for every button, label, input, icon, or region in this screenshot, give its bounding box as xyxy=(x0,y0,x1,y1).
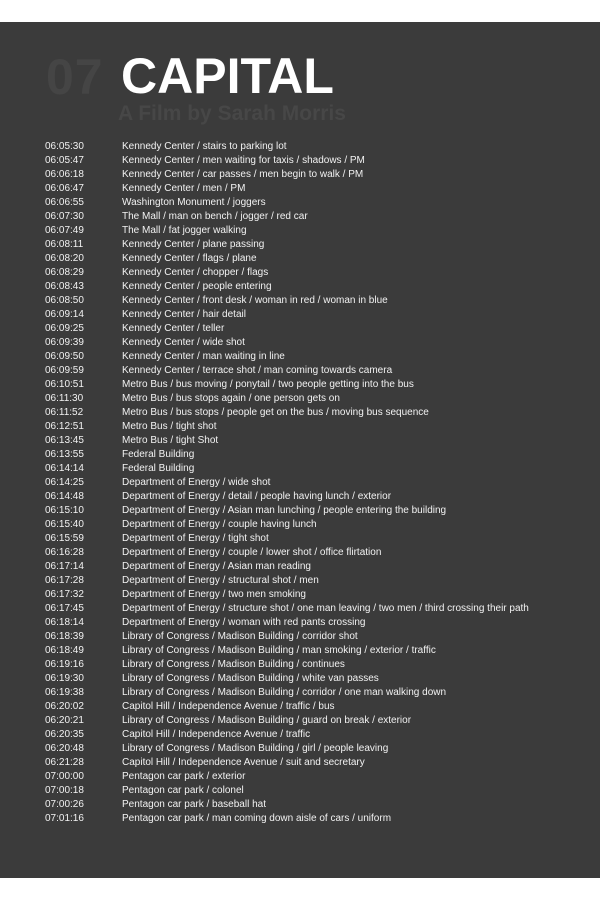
poster xyxy=(0,22,600,878)
shot-description: Capitol Hill / Independence Avenue / suit and secretary xyxy=(122,757,365,768)
shot-timecode: 06:14:25 xyxy=(45,477,84,488)
shot-description: Metro Bus / tight Shot xyxy=(122,435,219,446)
shot-description: Metro Bus / bus stops again / one person gets on xyxy=(122,393,340,404)
shot-timecode: 06:10:51 xyxy=(45,379,84,390)
shot-timecode: 06:14:14 xyxy=(45,463,84,474)
shot-description: Department of Energy / tight shot xyxy=(122,533,269,544)
shot-description: Federal Building xyxy=(122,449,195,460)
shot-description: Pentagon car park / man coming down aisle of cars / uniform xyxy=(122,813,392,824)
film-subtitle: A Film by Sarah Morris xyxy=(118,102,346,125)
shot-timecode: 06:08:43 xyxy=(45,281,84,292)
shot-row xyxy=(45,420,590,434)
shot-timecode: 06:06:18 xyxy=(45,169,84,180)
shot-timecode: 06:07:49 xyxy=(45,225,84,236)
shot-description: Department of Energy / structural shot / men xyxy=(122,575,319,586)
shot-timecode: 06:18:39 xyxy=(45,631,84,642)
shot-description: Kennedy Center / hair detail xyxy=(122,309,246,320)
shot-description: Library of Congress / Madison Building / corridor / one man walking down xyxy=(122,687,447,698)
shot-timecode: 06:09:14 xyxy=(45,309,84,320)
shot-description: Library of Congress / Madison Building / continues xyxy=(122,659,345,670)
shot-timecode: 06:19:30 xyxy=(45,673,84,684)
shot-timecode: 06:18:49 xyxy=(45,645,84,656)
shot-description: Kennedy Center / plane passing xyxy=(122,239,265,250)
shot-description: Kennedy Center / people entering xyxy=(122,281,272,292)
shot-row xyxy=(45,770,590,784)
shot-description: Kennedy Center / man waiting in line xyxy=(122,351,285,362)
shot-timecode: 06:07:30 xyxy=(45,211,84,222)
shot-row xyxy=(45,658,590,672)
shot-description: Kennedy Center / terrace shot / man coming towards camera xyxy=(122,365,393,376)
shot-timecode: 06:09:59 xyxy=(45,365,84,376)
shot-row xyxy=(45,196,590,210)
shot-row xyxy=(45,672,590,686)
shot-timecode: 06:09:25 xyxy=(45,323,84,334)
shot-timecode: 06:15:40 xyxy=(45,519,84,530)
shot-description: Capitol Hill / Independence Avenue / traffic / bus xyxy=(122,701,335,712)
shot-row xyxy=(45,798,590,812)
shot-description: Kennedy Center / men / PM xyxy=(122,183,246,194)
shot-row xyxy=(45,518,590,532)
shot-description: Washington Monument / joggers xyxy=(122,197,266,208)
shot-description: Pentagon car park / colonel xyxy=(122,785,244,796)
shot-description: Department of Energy / woman with red pants crossing xyxy=(122,617,366,628)
shot-timecode: 06:13:45 xyxy=(45,435,84,446)
shot-timecode: 06:05:47 xyxy=(45,155,84,166)
shot-row xyxy=(45,406,590,420)
shot-row xyxy=(45,714,590,728)
shot-description: Pentagon car park / exterior xyxy=(122,771,246,782)
shot-row xyxy=(45,742,590,756)
shot-row xyxy=(45,616,590,630)
shot-row xyxy=(45,280,590,294)
shot-description: Library of Congress / Madison Building / white van passes xyxy=(122,673,379,684)
shot-description: Kennedy Center / stairs to parking lot xyxy=(122,141,287,152)
shot-row xyxy=(45,238,590,252)
shot-description: Library of Congress / Madison Building / guard on break / exterior xyxy=(122,715,412,726)
shot-row xyxy=(45,812,590,826)
shot-timecode: 06:14:48 xyxy=(45,491,84,502)
shot-description: Library of Congress / Madison Building / girl / people leaving xyxy=(122,743,389,754)
shot-row xyxy=(45,322,590,336)
shot-timecode: 06:20:48 xyxy=(45,743,84,754)
shot-description: Pentagon car park / baseball hat xyxy=(122,799,266,810)
shot-timecode: 06:19:38 xyxy=(45,687,84,698)
shot-description: Department of Energy / two men smoking xyxy=(122,589,306,600)
shot-row xyxy=(45,364,590,378)
shot-timecode: 06:21:28 xyxy=(45,757,84,768)
shot-description: Kennedy Center / teller xyxy=(122,323,225,334)
shot-description: Library of Congress / Madison Building / corridor shot xyxy=(122,631,358,642)
shot-description: Kennedy Center / front desk / woman in red / woman in blue xyxy=(122,295,388,306)
shot-row xyxy=(45,308,590,322)
shot-row xyxy=(45,462,590,476)
shot-row xyxy=(45,686,590,700)
shot-row xyxy=(45,560,590,574)
shot-row xyxy=(45,476,590,490)
shot-timecode: 07:00:26 xyxy=(45,799,84,810)
shot-timecode: 06:08:29 xyxy=(45,267,84,278)
shot-description: Department of Energy / detail / people having lunch / exterior xyxy=(122,491,392,502)
shot-row xyxy=(45,294,590,308)
shot-timecode: 07:00:00 xyxy=(45,771,84,782)
shot-description: Department of Energy / couple / lower shot / office flirtation xyxy=(122,547,382,558)
shot-row xyxy=(45,602,590,616)
shot-description: Kennedy Center / car passes / men begin to walk / PM xyxy=(122,169,364,180)
shot-description: Library of Congress / Madison Building / man smoking / exterior / traffic xyxy=(122,645,436,656)
shot-row xyxy=(45,644,590,658)
shot-row xyxy=(45,546,590,560)
shot-timecode: 06:06:55 xyxy=(45,197,84,208)
shot-row xyxy=(45,336,590,350)
shot-description: Metro Bus / tight shot xyxy=(122,421,217,432)
shot-row xyxy=(45,532,590,546)
shot-row xyxy=(45,266,590,280)
shot-timecode: 06:13:55 xyxy=(45,449,84,460)
shot-timecode: 06:17:14 xyxy=(45,561,84,572)
shot-row xyxy=(45,434,590,448)
shot-row xyxy=(45,756,590,770)
shot-description: The Mall / fat jogger walking xyxy=(122,225,247,236)
shot-timecode: 07:01:16 xyxy=(45,813,84,824)
shot-row xyxy=(45,350,590,364)
film-number: 07 xyxy=(46,49,104,105)
shot-timecode: 06:08:50 xyxy=(45,295,84,306)
shot-row xyxy=(45,574,590,588)
shot-description: Kennedy Center / flags / plane xyxy=(122,253,257,264)
shot-timecode: 06:15:10 xyxy=(45,505,84,516)
shot-row xyxy=(45,252,590,266)
shot-timecode: 06:19:16 xyxy=(45,659,84,670)
shot-list xyxy=(45,140,590,826)
shot-row xyxy=(45,210,590,224)
shot-timecode: 06:08:11 xyxy=(45,239,84,250)
shot-row xyxy=(45,728,590,742)
shot-row xyxy=(45,140,590,154)
shot-row xyxy=(45,448,590,462)
shot-timecode: 06:05:30 xyxy=(45,141,84,152)
shot-description: Metro Bus / bus moving / ponytail / two people getting into the bus xyxy=(122,379,414,390)
shot-description: Capitol Hill / Independence Avenue / traffic xyxy=(122,729,311,740)
shot-timecode: 06:15:59 xyxy=(45,533,84,544)
shot-timecode: 06:20:21 xyxy=(45,715,84,726)
shot-timecode: 06:17:45 xyxy=(45,603,84,614)
shot-row xyxy=(45,588,590,602)
shot-row xyxy=(45,392,590,406)
shot-row xyxy=(45,700,590,714)
shot-row xyxy=(45,504,590,518)
shot-row xyxy=(45,182,590,196)
shot-description: Metro Bus / bus stops / people get on the bus / moving bus sequence xyxy=(122,407,429,418)
shot-timecode: 06:20:02 xyxy=(45,701,84,712)
shot-timecode: 06:09:39 xyxy=(45,337,84,348)
shot-description: Department of Energy / Asian man lunching / people entering the building xyxy=(122,505,447,516)
shot-timecode: 06:12:51 xyxy=(45,421,84,432)
shot-description: Kennedy Center / men waiting for taxis / shadows / PM xyxy=(122,155,365,166)
shot-timecode: 06:09:50 xyxy=(45,351,84,362)
shot-row xyxy=(45,784,590,798)
shot-description: The Mall / man on bench / jogger / red car xyxy=(122,211,308,222)
shot-timecode: 06:16:28 xyxy=(45,547,84,558)
shot-description: Kennedy Center / chopper / flags xyxy=(122,267,269,278)
shot-row xyxy=(45,378,590,392)
shot-description: Department of Energy / wide shot xyxy=(122,477,271,488)
shot-description: Federal Building xyxy=(122,463,195,474)
shot-description: Kennedy Center / wide shot xyxy=(122,337,245,348)
shot-description: Department of Energy / couple having lunch xyxy=(122,519,317,530)
shot-description: Department of Energy / Asian man reading xyxy=(122,561,311,572)
shot-timecode: 06:11:52 xyxy=(45,407,84,418)
shot-timecode: 06:17:28 xyxy=(45,575,84,586)
shot-row xyxy=(45,490,590,504)
shot-timecode: 06:06:47 xyxy=(45,183,84,194)
shot-row xyxy=(45,154,590,168)
shot-description: Department of Energy / structure shot / one man leaving / two men / third crossing their path xyxy=(122,603,529,614)
shot-timecode: 06:08:20 xyxy=(45,253,84,264)
shot-timecode: 06:17:32 xyxy=(45,589,84,600)
film-title: CAPITAL xyxy=(121,48,334,104)
shot-row xyxy=(45,168,590,182)
header xyxy=(44,50,584,130)
shot-timecode: 06:18:14 xyxy=(45,617,84,628)
shot-row xyxy=(45,224,590,238)
shot-timecode: 06:20:35 xyxy=(45,729,84,740)
shot-timecode: 07:00:18 xyxy=(45,785,84,796)
shot-row xyxy=(45,630,590,644)
shot-timecode: 06:11:30 xyxy=(45,393,84,404)
